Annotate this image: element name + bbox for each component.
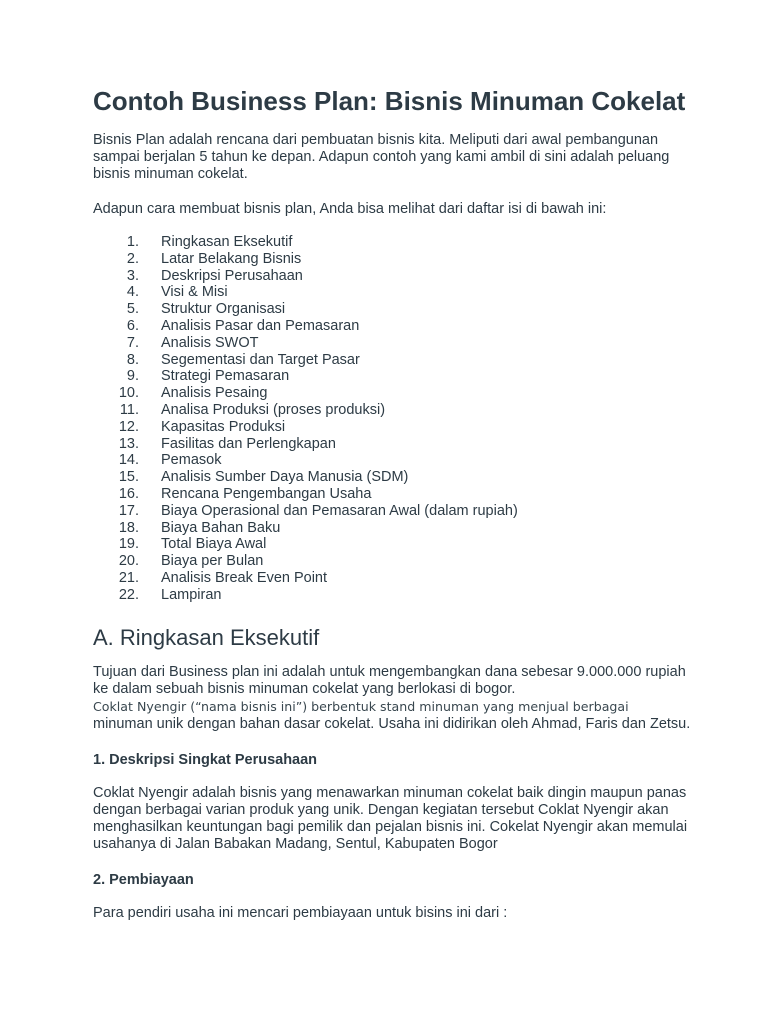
toc-item: 6. Analisis Pasar dan Pemasaran <box>126 317 360 334</box>
subsection-1-paragraph: Coklat Nyengir adalah bisnis yang menawarkan minuman cokelat baik dingin maupun panas dengan berbagai varian produk yang unik. Dengan kegiatan tersebut Coklat Nyengir akan menghasilkan keuntungan bagi pemilik dan pejalan bisnis ini. Cokelat Nyengir akan memulai usahanya di Jalan Babakan Madang, Sentul, Kabupaten Bogor <box>93 784 688 852</box>
toc-item: 13. Fasilitas dan Perlengkapan <box>118 435 336 452</box>
toc-item: 7. Analisis SWOT <box>126 334 259 351</box>
toc-item: 17. Biaya Operasional dan Pemasaran Awal (dalam rupiah) <box>118 502 518 519</box>
table-of-contents <box>93 234 698 604</box>
toc-item: 18. Biaya Bahan Baku <box>118 519 281 536</box>
toc-item: 15. Analisis Sumber Daya Manusia (SDM) <box>118 469 409 486</box>
toc-item: 12. Kapasitas Produksi <box>118 418 286 435</box>
section-a-paragraph <box>93 664 698 733</box>
page-title: Contoh Business Plan: Bisnis Minuman Cokelat <box>93 86 686 116</box>
toc-item: 22. Lampiran <box>118 586 222 603</box>
toc-item: 16. Rencana Pengembangan Usaha <box>118 485 372 502</box>
subsection-2-paragraph: Para pendiri usaha ini mencari pembiayaan untuk bisins ini dari : <box>93 904 508 921</box>
subsection-1-heading: 1. Deskripsi Singkat Perusahaan <box>93 751 318 768</box>
section-a-paragraph-part-1: Tujuan dari Business plan ini adalah untuk mengembangkan dana sebesar 9.000.000 rupiah ke dalam sebuah bisnis minuman cokelat yang berlokasi di bogor. <box>93 663 686 697</box>
section-a-paragraph-part-2: Coklat Nyengir (“nama bisnis ini”) berbentuk stand minuman yang menjual berbagai <box>93 698 629 714</box>
toc-intro-paragraph: Adapun cara membuat bisnis plan, Anda bisa melihat dari daftar isi di bawah ini: <box>93 201 607 217</box>
toc-item: 19. Total Biaya Awal <box>118 536 267 553</box>
toc-item: 10. Analisis Pesaing <box>118 385 268 402</box>
toc-item: 9. Strategi Pemasaran <box>126 368 290 385</box>
section-a-heading: A. Ringkasan Eksekutif <box>93 624 320 650</box>
section-a-paragraph-part-3: minuman unik dengan bahan dasar cokelat. Usaha ini didirikan oleh Ahmad, Faris dan Zetsu. <box>93 715 691 732</box>
toc-item: 4. Visi & Misi <box>126 284 228 301</box>
toc-item: 1. Ringkasan Eksekutif <box>126 234 293 250</box>
toc-item: 5. Struktur Organisasi <box>126 301 286 318</box>
toc-item: 2. Latar Belakang Bisnis <box>126 250 302 267</box>
toc-item: 11. Analisa Produksi (proses produksi) <box>119 401 386 418</box>
toc-item: 14. Pemasok <box>118 452 222 469</box>
toc-item: 20. Biaya per Bulan <box>118 553 264 570</box>
toc-item: 8. Segementasi dan Target Pasar <box>126 351 360 368</box>
intro-paragraph: Bisnis Plan adalah rencana dari pembuatan bisnis kita. Meliputi dari awal pembangunan sampai berjalan 5 tahun ke depan. Adapun contoh yang kami ambil di sini adalah peluang bisnis minuman cokelat. <box>93 132 670 182</box>
toc-item: 21. Analisis Break Even Point <box>118 569 328 586</box>
subsection-2-heading: 2. Pembiayaan <box>93 871 194 888</box>
toc-item: 3. Deskripsi Perusahaan <box>126 267 303 284</box>
